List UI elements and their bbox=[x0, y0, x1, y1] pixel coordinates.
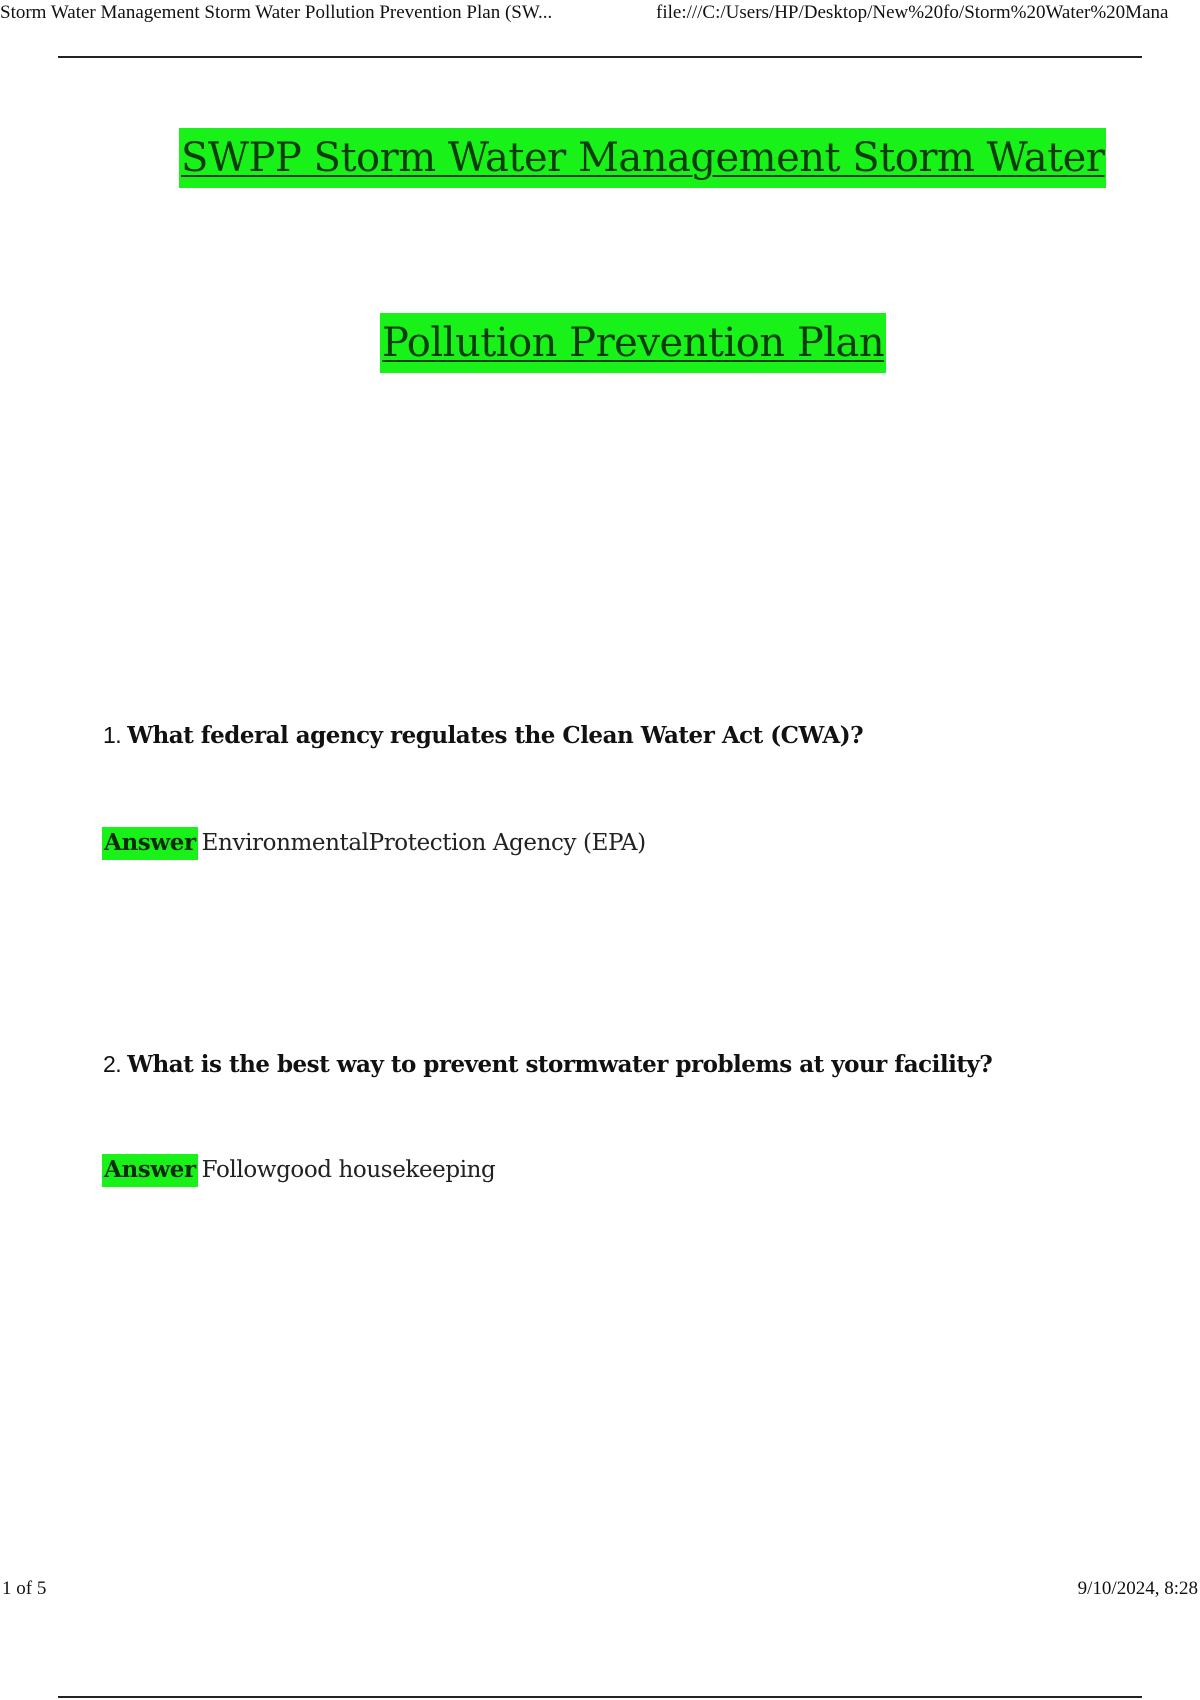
print-datetime: 9/10/2024, 8:28 bbox=[1077, 1578, 1198, 1599]
answer-label: Answer bbox=[102, 827, 198, 860]
bottom-divider bbox=[58, 1696, 1142, 1698]
answer-1 bbox=[102, 829, 646, 856]
question-number: 1. bbox=[103, 722, 122, 748]
answer-2 bbox=[102, 1156, 495, 1183]
answer-text: EnvironmentalProtection Agency (EPA) bbox=[201, 830, 646, 856]
top-divider bbox=[58, 56, 1142, 58]
question-text: What federal agency regulates the Clean Water Act (CWA)? bbox=[127, 722, 864, 749]
answer-label: Answer bbox=[102, 1154, 198, 1187]
question-2 bbox=[103, 1051, 992, 1078]
document-title-line-1: SWPP Storm Water Management Storm Water bbox=[179, 128, 1106, 188]
document-title-line-2: Pollution Prevention Plan bbox=[380, 313, 886, 373]
print-header-title: Storm Water Management Storm Water Pollution Prevention Plan (SW... bbox=[0, 2, 553, 23]
question-1 bbox=[103, 722, 863, 749]
question-text: What is the best way to prevent stormwater problems at your facility? bbox=[127, 1051, 993, 1078]
page-counter: 1 of 5 bbox=[2, 1578, 47, 1599]
answer-text: Followgood housekeeping bbox=[201, 1157, 496, 1183]
question-number: 2. bbox=[103, 1051, 122, 1077]
print-header-url: file:///C:/Users/HP/Desktop/New%20fo/Storm%20Water%20Mana bbox=[656, 2, 1169, 23]
